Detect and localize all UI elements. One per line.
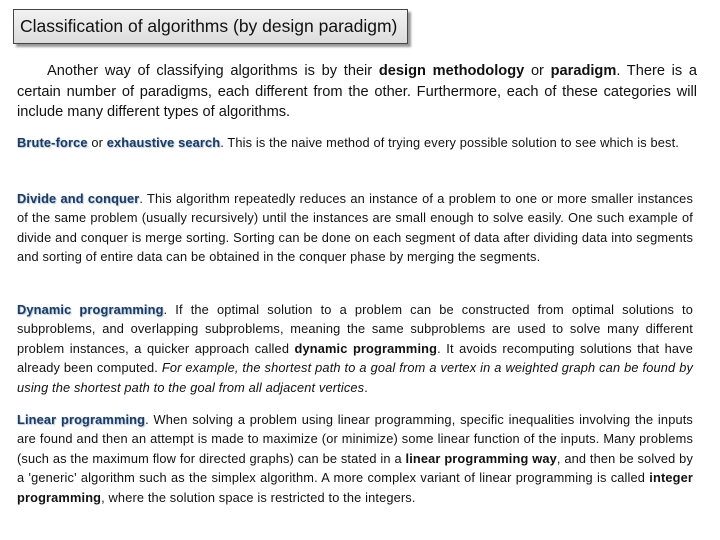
dynamic-text-2: . It avoids recomputing solutions that have already been computed. xyxy=(17,340,693,376)
linear-bold-integer-programming: integer programming xyxy=(17,470,693,505)
intro-bold-paradigm: paradigm xyxy=(550,63,617,79)
brute-force-paragraph xyxy=(17,133,693,152)
divide-text-1: . This algorithm repeatedly reduces an instance of a problem to one or more smaller instances of the same problem (usually recursively) until the instances are small enough to solve easily. One such example of divide and conquer is merge sorting. Sorting can be done on each segment of data after dividing data into segments and sorting of entire data can be obtained in the conquer phase by merging the segments. xyxy=(17,191,693,265)
intro-text-1: Another way of classifying algorithms is by their xyxy=(47,63,379,79)
intro-text-2: or xyxy=(524,63,551,79)
linear-text-2: , and then be solved by a 'generic' algorithm such as the simplex algorithm. A more complex variant of linear programming is called xyxy=(17,450,693,486)
divide-and-conquer-paragraph xyxy=(17,189,693,267)
linear-programming-paragraph xyxy=(17,410,693,507)
term-divide-and-conquer: Divide and conquer xyxy=(17,191,140,206)
term-linear-programming: Linear programming xyxy=(17,412,146,427)
linear-text-1: . When solving a problem using linear programming, specific inequalities involving the inputs are found and then an attempt is made to maximize (or minimize) some linear function of the inputs. Many problems (such as the maximum flow for directed graphs) can be stated in a xyxy=(17,412,693,466)
dynamic-text-1: . If the optimal solution to a problem can be constructed from optimal solutions to subproblems, and overlapping subproblems, meaning the same subproblems are used to solve many different problem instances, a quicker approach called xyxy=(17,302,693,356)
dynamic-programming-paragraph xyxy=(17,300,693,397)
term-exhaustive-search: exhaustive search xyxy=(106,135,221,150)
linear-bold-linear-programming-way: linear programming way xyxy=(405,450,557,466)
term-dynamic-programming: Dynamic programming xyxy=(17,302,164,317)
intro-text-3: . There is a certain number of paradigms, each different from the other. Furthermore, each of these categories will include many different types of algorithms. xyxy=(17,63,698,120)
dynamic-italic-example: For example, the shortest path to a goal from a vertex in a weighted graph can be found by using the shortest path to the goal from all adjacent vertices xyxy=(17,360,694,395)
brute-text-1: or xyxy=(87,135,107,150)
linear-text-3: , where the solution space is restricted to the integers. xyxy=(101,489,416,505)
brute-text-2: . This is the naive method of trying every possible solution to see which is best. xyxy=(220,135,680,150)
intro-bold-design-methodology: design methodology xyxy=(378,63,525,79)
dynamic-bold-dynamic-programming: dynamic programming xyxy=(294,340,438,356)
intro-paragraph xyxy=(17,61,697,123)
slide-title: Classification of algorithms (by design paradigm) xyxy=(13,9,408,44)
dynamic-text-3: . xyxy=(364,379,368,395)
term-brute-force: Brute-force xyxy=(17,135,88,150)
